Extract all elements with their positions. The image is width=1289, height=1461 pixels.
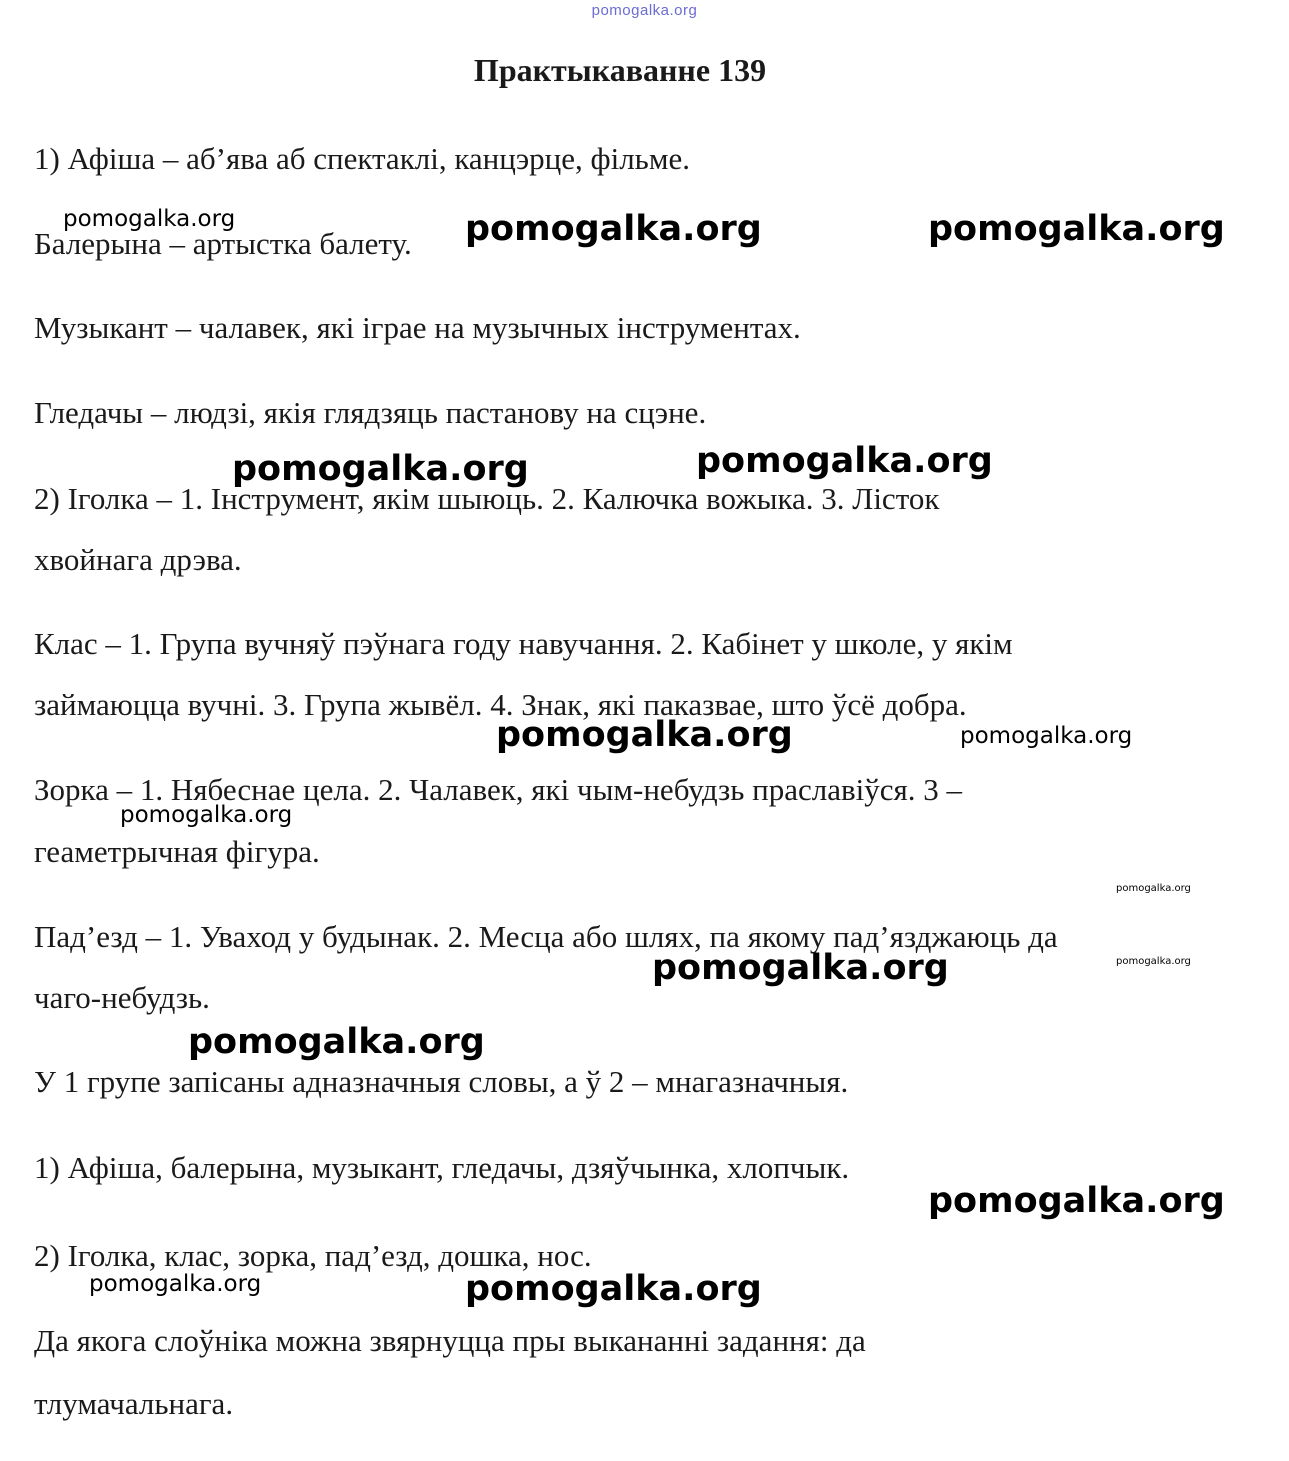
text-line: 1) Афіша, балерына, музыкант, гледачы, дзяўчынка, хлопчык. (34, 1150, 850, 1185)
text-line: Гледачы – людзі, якія глядзяць пастанову на сцэне. (34, 395, 707, 430)
text-line: займаюцца вучні. 3. Група жывёл. 4. Знак, які паказвае, што ўсё добра. (34, 687, 967, 722)
watermark: pomogalka.org (652, 948, 949, 988)
watermark: pomogalka.org (1116, 883, 1191, 894)
text-line: Пад’езд – 1. Уваход у будынак. 2. Месца або шлях, па якому пад’язджаюць да (34, 919, 1058, 954)
text-line: Да якога слоўніка можна звярнуцца пры выкананні задання: да (34, 1323, 866, 1358)
watermark: pomogalka.org (465, 209, 762, 249)
watermark: pomogalka.org (188, 1022, 485, 1062)
watermark: pomogalka.org (928, 209, 1225, 249)
page-title: Практыкаванне 139 (473, 52, 767, 88)
watermark: pomogalka.org (928, 1181, 1225, 1221)
watermark: pomogalka.org (232, 449, 529, 489)
text-line: геаметрычная фігура. (34, 834, 320, 869)
text-line: Балерына – артыстка балету. (34, 226, 412, 261)
text-line: чаго-небудзь. (34, 980, 210, 1015)
watermark: pomogalka.org (63, 206, 236, 232)
watermark: pomogalka.org (496, 715, 793, 755)
text-line: У 1 групе запісаны адназначныя словы, а ў 2 – мнагазначныя. (34, 1064, 849, 1099)
watermark: pomogalka.org (120, 802, 293, 828)
top-watermark: pomogalka.org (591, 2, 698, 19)
watermark: pomogalka.org (465, 1269, 762, 1309)
text-line: Музыкант – чалавек, які іграе на музычных інструментах. (34, 310, 801, 345)
text-line: 1) Афіша – аб’ява аб спектаклі, канцэрце, фільме. (34, 141, 690, 176)
text-line: 2) Іголка, клас, зорка, пад’езд, дошка, нос. (34, 1238, 592, 1273)
text-line: 2) Іголка – 1. Інструмент, якім шыюць. 2. Калючка вожыка. 3. Лісток (34, 481, 940, 516)
watermark: pomogalka.org (1116, 956, 1191, 967)
watermark: pomogalka.org (960, 723, 1133, 749)
text-line: Зорка – 1. Нябеснае цела. 2. Чалавек, які чым-небудзь праславіўся. 3 – (34, 772, 962, 807)
text-line: хвойнага дрэва. (34, 542, 242, 577)
watermark: pomogalka.org (89, 1271, 262, 1297)
text-line: тлумачальнага. (34, 1386, 234, 1421)
text-line: Клас – 1. Група вучняў пэўнага году навучання. 2. Кабінет у школе, у якім (34, 626, 1013, 661)
watermark: pomogalka.org (696, 441, 993, 481)
